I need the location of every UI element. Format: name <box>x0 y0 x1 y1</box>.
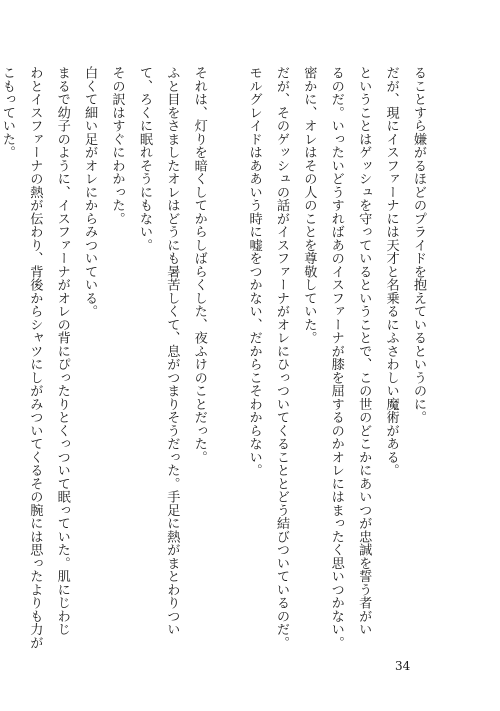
text-line: その訳はすぐにわかった。 <box>109 66 125 225</box>
vertical-text-body <box>0 66 432 649</box>
text-line: だが、そのゲッシュの話がイスファーナがオレにひっついてくることとどう結びついているのだ。 <box>273 66 289 649</box>
text-line: ということはゲッシュを守っているということで、この世のどこかにあいつが忠誠を誓う者がい <box>356 66 372 636</box>
page-number: 34 <box>395 659 411 673</box>
text-line: 密かに、オレはその人のことを尊敬していた。 <box>301 66 317 345</box>
text-line: モルグレイドはああいう時に嘘をつかない、だからこそわからない。 <box>246 66 262 477</box>
text-line: るのだ。いったいどうすればあのイスファーナが膝を屈するのかオレにはまったく思いつかない。 <box>328 66 344 649</box>
text-line: だが、現にイスファーナには天才と名乗るにふさわしい魔術がある。 <box>383 66 399 477</box>
text-line: まるで幼子のように、イスファーナがオレの背にぴったりとくっついて眠っていた。肌にじわじ <box>54 66 70 636</box>
text-line: 白くて細い足がオレにからみついている。 <box>82 66 98 318</box>
text-line: こもっていた。 <box>0 66 15 159</box>
text-line: ることすら嫌がるほどのプライドを抱えているというのに。 <box>411 66 426 424</box>
text-line: て、ろくに眠れそうにもない。 <box>136 66 152 252</box>
blank-line <box>213 66 240 636</box>
text-line: わとイスファーナの熱が伝わり、背後からシャツにしがみついてくるその腕には思ったよりも力が <box>27 66 43 649</box>
text-line: ふと目をさましたオレはどうにも暑苦しくて、息がつまりそうだった。手足に熱がまとわりつい <box>164 66 180 636</box>
text-line: それは、灯りを暗くしてからしばらくした、夜ふけのことだった。 <box>191 66 207 464</box>
